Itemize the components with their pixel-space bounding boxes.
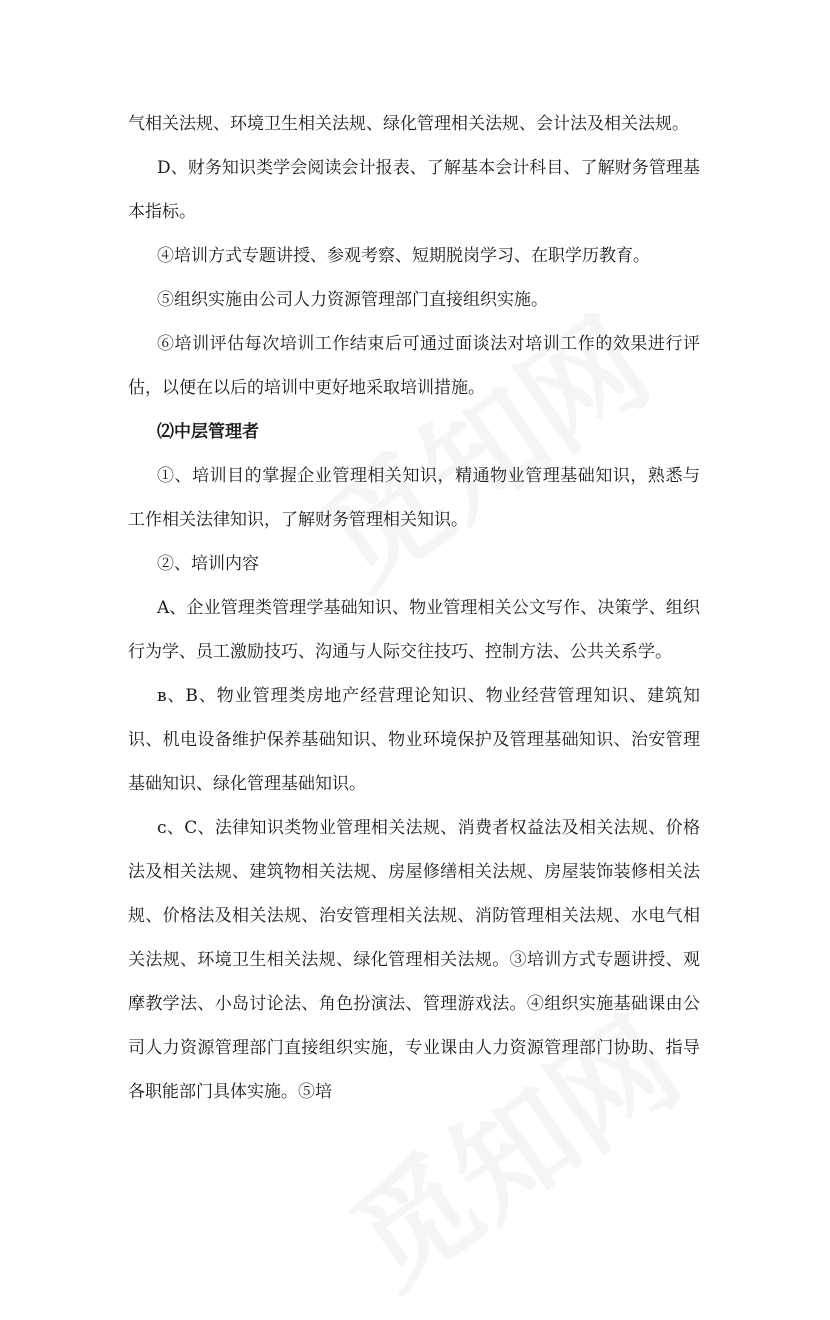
paragraph-regulations-tail: 气相关法规、环境卫生相关法规、绿化管理相关法规、会计法及相关法规。 (128, 114, 689, 134)
paragraph-finance-knowledge: D、财务知识类学会阅读会计报表、了解基本会计科目、了解财务管理基本指标。 (128, 158, 700, 222)
paragraph-training-method: ④培训方式专题讲授、参观考察、短期脱岗学习、在职学历教育。 (157, 246, 650, 266)
paragraph-property-management: ʙ、B、物业管理类房地产经营理论知识、物业经营管理知识、建筑知识、机电设备维护保养基础知识、物业环境保护及管理基础知识、治安管理基础知识、绿化管理基础知识。 (128, 686, 700, 794)
paragraph-enterprise-management: A、企业管理类管理学基础知识、物业管理相关公文写作、决策学、组织行为学、员工激励技巧、沟通与人际交往技巧、控制方法、公共关系学。 (128, 598, 700, 662)
paragraph-evaluation: ⑥培训评估每次培训工作结束后可通过面谈法对培训工作的效果进行评估，以便在以后的培训中更好地采取培训措施。 (128, 334, 700, 398)
paragraph-legal-knowledge: ᴄ、C、法律知识类物业管理相关法规、消费者权益法及相关法规、价格法及相关法规、建筑物相关法规、房屋修缮相关法规、房屋装饰装修相关法规、价格法及相关法规、治安管理相关法规、消防管理相关法规、水电气相关法规、环境卫生相关法规、绿化管理相关法规。③培训方式专题讲授、观摩教学法、小岛讨论法、角色扮演法、管理游戏法。④组织实施基础课由公司人力资源管理部门直接组织实施，专业课由人力资源管理部门协助、指导各职能部门具体实施。⑤培 (128, 818, 700, 1102)
paragraph-training-content: ②、培训内容 (157, 554, 259, 574)
paragraph-organization: ⑤组织实施由公司人力资源管理部门直接组织实施。 (157, 290, 548, 310)
section-heading-middle-managers: ⑵中层管理者 (157, 422, 259, 442)
paragraph-training-purpose: ①、培训目的掌握企业管理相关知识，精通物业管理基础知识，熟悉与工作相关法律知识，了解财务管理相关知识。 (128, 466, 700, 530)
